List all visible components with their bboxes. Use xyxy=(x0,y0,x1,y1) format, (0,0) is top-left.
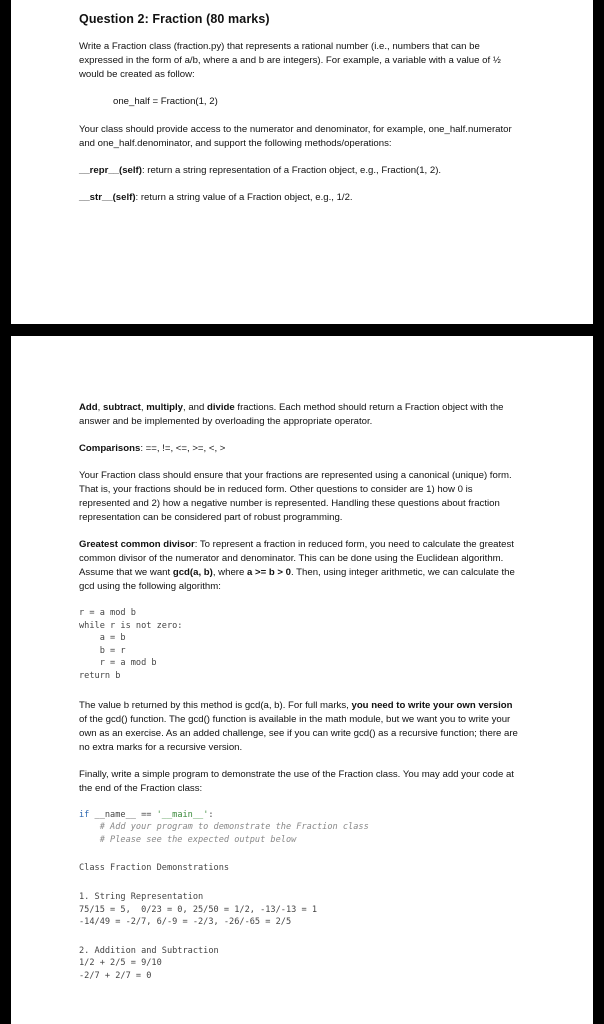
comparisons-ops: : ==, !=, <=, >=, <, > xyxy=(140,443,226,454)
gcd-fn: gcd(a, b) xyxy=(172,567,213,578)
code-line: b = r xyxy=(79,645,126,656)
keyword-if: if xyxy=(79,809,90,820)
operations-paragraph xyxy=(79,401,519,429)
code-line: while r is not zero: xyxy=(79,620,183,631)
output-line: 2. Addition and Subtraction xyxy=(79,945,219,956)
output-header-block xyxy=(79,862,593,875)
repr-name: __repr__(self) xyxy=(79,165,142,176)
comparisons-label: Comparisons xyxy=(79,443,141,454)
main-code xyxy=(79,809,593,847)
example-code: one_half = Fraction(1, 2) xyxy=(113,96,218,107)
canonical-paragraph: Your Fraction class should ensure that your fractions are represented using a canonical (unique) form. That is, your fractions should be in reduced form. Other questions to consider are 1) how 0 is represented and 2) how a negative number is represented. Handling these questions about fraction representation can be considered part of robust programming. xyxy=(79,470,512,523)
code-line: r = a mod b xyxy=(79,658,157,669)
document-page-2 xyxy=(11,336,593,1024)
op-subtract: subtract xyxy=(103,402,141,413)
str-desc: : return a string value of a Fraction object, e.g., 1/2. xyxy=(135,192,353,203)
output-line: 75/15 = 5, 0/23 = 0, 25/50 = 1/2, -13/-13 = 1 xyxy=(79,904,317,915)
gcd-text: . Then, using integer arithmetic, we can calculate the gcd using the following algorithm: xyxy=(79,567,515,592)
op-divide: divide xyxy=(207,402,235,413)
op-sep: , xyxy=(140,402,147,413)
access-paragraph: Your class should provide access to the numerator and denominator, for example, one_half.numerator and one_half.denominator, and support the following methods/operations: xyxy=(79,124,512,149)
finally-paragraph: Finally, write a simple program to demonstrate the use of the Fraction class. You may add your code at the end of the Fraction class: xyxy=(79,768,514,794)
comparisons-paragraph xyxy=(79,442,519,456)
output-header: Class Fraction Demonstrations xyxy=(79,863,230,874)
code-main-string: '__main__' xyxy=(156,809,209,820)
gcd-label: Greatest common divisor xyxy=(79,539,195,550)
question-title: Question 2: Fraction (80 marks) xyxy=(79,12,270,26)
code-line: a = b xyxy=(79,633,126,644)
output-section-1 xyxy=(79,891,593,929)
str-name: __str__(self) xyxy=(79,192,136,203)
gcd-paragraph xyxy=(79,538,519,594)
value-text: of the gcd() function. The gcd() function is available in the math module, but we want you to write your own as an exercise. As an added challenge, see if you can write gcd() as a recursive function; there are no extra marks for a recursive version. xyxy=(79,713,518,753)
document-page-1 xyxy=(11,0,593,324)
gcd-text: , where xyxy=(212,567,247,578)
op-sep: , xyxy=(97,402,103,413)
intro-paragraph: Write a Fraction class (fraction.py) that represents a rational number (i.e., numbers that can be expressed in the form of a/b, where a and b are integers). For example, a variable with a value of ½ would be created as follow: xyxy=(79,41,501,80)
ops-text: fractions. Each method should return a Fraction object with the answer and be implemented by overloading the appropriate operator. xyxy=(79,402,504,427)
op-multiply: multiply xyxy=(146,402,183,413)
code-colon: : xyxy=(208,809,214,820)
code-line: return b xyxy=(79,670,121,681)
gcd-value-paragraph xyxy=(79,699,519,755)
code-line xyxy=(79,809,593,822)
str-method xyxy=(79,191,519,205)
code-name: __name__ == xyxy=(89,809,157,820)
op-add: Add xyxy=(79,402,98,413)
output-section-2 xyxy=(79,945,593,983)
op-sep: , and xyxy=(182,402,207,413)
code-line: r = a mod b xyxy=(79,608,136,618)
value-bold: you need to write your own version xyxy=(351,699,513,711)
gcd-text: : To represent a fraction in reduced form, you need to calculate the greatest common divisor of the numerator and denominator. This can be done using the Euclidean algorithm. Assume that we want xyxy=(79,539,514,578)
repr-method xyxy=(79,164,519,178)
algorithm-code xyxy=(79,607,593,683)
code-comment: # Please see the expected output below xyxy=(79,834,297,845)
gcd-cond: a >= b > 0 xyxy=(246,567,291,578)
output-line: -2/7 + 2/7 = 0 xyxy=(79,970,152,981)
output-line: -14/49 = -2/7, 6/-9 = -2/3, -26/-65 = 2/5 xyxy=(79,917,292,928)
output-line: 1/2 + 2/5 = 9/10 xyxy=(79,958,162,969)
value-text: The value b returned by this method is gcd(a, b). For full marks, xyxy=(79,699,352,711)
output-line: 1. String Representation xyxy=(79,891,204,902)
repr-desc: : return a string representation of a Fraction object, e.g., Fraction(1, 2). xyxy=(141,165,442,176)
code-comment: # Add your program to demonstrate the Fraction class xyxy=(79,822,369,833)
